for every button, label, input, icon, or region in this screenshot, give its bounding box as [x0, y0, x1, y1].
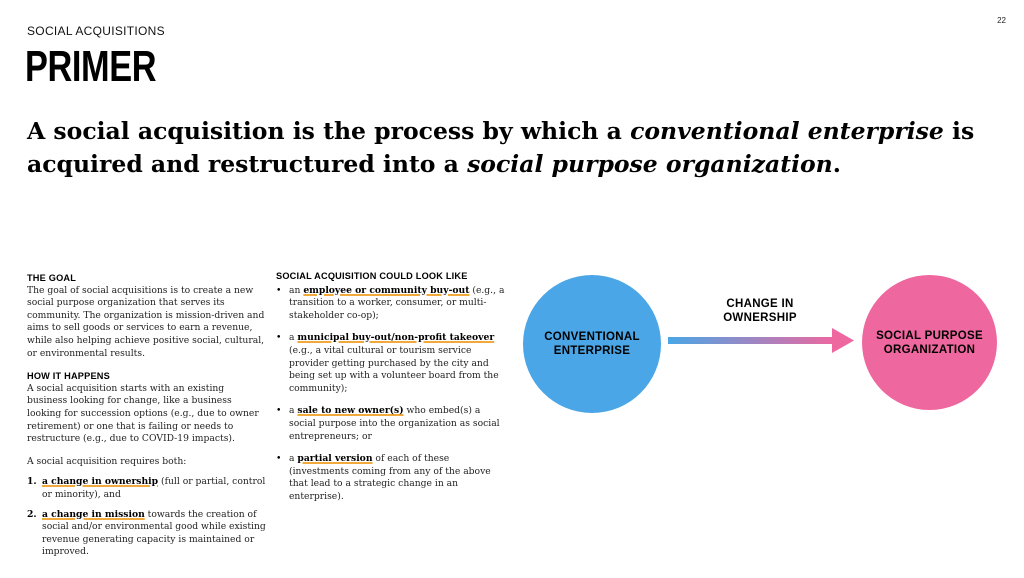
page-title: PRIMER [25, 42, 157, 91]
circle-label-line: SOCIAL PURPOSE [876, 329, 983, 342]
headline-text: is acquired and restructured into a [27, 117, 975, 178]
conventional-enterprise-circle [523, 275, 661, 413]
goal-and-process-column [27, 272, 267, 566]
list-item-text: (full or partial, control or minority), and [42, 476, 266, 500]
requirements-list [27, 476, 267, 559]
requires-text: A social acquisition requires both: [27, 455, 187, 467]
list-item-text: a [289, 453, 298, 465]
bullet: • [276, 332, 282, 344]
circle-label-line: ORGANIZATION [883, 343, 976, 356]
arrow-label [700, 297, 820, 325]
list-item-text: a [289, 332, 298, 344]
highlight-ownership: a change in ownership [42, 476, 159, 488]
list-number: 2. [27, 508, 37, 520]
list-item-text: of each of these (investments coming from any of the above that lead to a strategic change in an enterprise). [289, 453, 491, 502]
headline-text: . [832, 150, 841, 178]
list-item [276, 453, 506, 503]
list-number: 1. [27, 476, 37, 488]
highlight-municipal: municipal buy-out/non-profit takeover [297, 332, 495, 344]
list-item [27, 509, 267, 559]
headline-text: A social acquisition is the process by which a [27, 117, 631, 145]
page-number: 22 [997, 16, 1006, 25]
arrow-label-line: OWNERSHIP [723, 312, 797, 324]
section-kicker: SOCIAL ACQUISITIONS [27, 24, 165, 38]
arrow-label-line: CHANGE IN [726, 298, 794, 310]
could-look-like-heading: SOCIAL ACQUISITION COULD LOOK LIKE [276, 271, 468, 281]
list-item [276, 285, 506, 323]
highlight-partial: partial version [297, 453, 373, 465]
bullet: • [276, 284, 282, 296]
list-item-text: who embed(s) a social purpose into the organization as social entrepreneurs; or [289, 405, 500, 442]
how-heading: HOW IT HAPPENS [27, 371, 110, 382]
bullet: • [276, 453, 282, 465]
headline [27, 115, 1007, 181]
gradient-arrow-icon [668, 327, 858, 355]
examples-list [276, 285, 506, 504]
goal-heading: THE GOAL [27, 273, 77, 283]
could-look-like-column [276, 270, 506, 514]
list-item [276, 405, 506, 443]
list-item-text: (e.g., a vital cultural or tourism service provider getting purchased by the city and being set up with a volunteer board from the community); [289, 344, 499, 394]
list-item-text: an [289, 284, 304, 296]
highlight-mission: a change in mission [42, 508, 145, 520]
list-item [27, 476, 267, 501]
highlight-sale: sale to new owner(s) [297, 405, 404, 417]
goal-text: The goal of social acquisitions is to create a new social purpose organization that serves its community. The organization is mission-driven and aims to sell goods or services to earn a revenue, while also helping achieve positive social, cultural, or environmental results. [27, 284, 265, 359]
circle-label-line: CONVENTIONAL [544, 331, 640, 343]
list-item [276, 332, 506, 395]
list-item-text: (e.g., a transition to a worker, consumer, or multi-stakeholder co-op); [289, 284, 505, 321]
circle-label-line: ENTERPRISE [553, 345, 631, 357]
highlight-buy-out: employee or community buy-out [303, 284, 470, 296]
bullet: • [276, 405, 282, 417]
headline-emphasis-social-purpose: social purpose organization [467, 150, 833, 178]
how-text: A social acquisition starts with an existing business looking for change, like a business looking for succession options (e.g., due to owner retirement) or one that is failing or needs to restructure (e.g., due to COVID-19 impacts). [27, 382, 259, 445]
list-item-text: towards the creation of social and/or environmental good while existing revenue generating capacity is maintained or improved. [42, 508, 266, 558]
list-item-text: a [289, 405, 298, 417]
social-purpose-organization-circle [862, 275, 997, 410]
headline-emphasis-conventional: conventional enterprise [630, 117, 944, 145]
